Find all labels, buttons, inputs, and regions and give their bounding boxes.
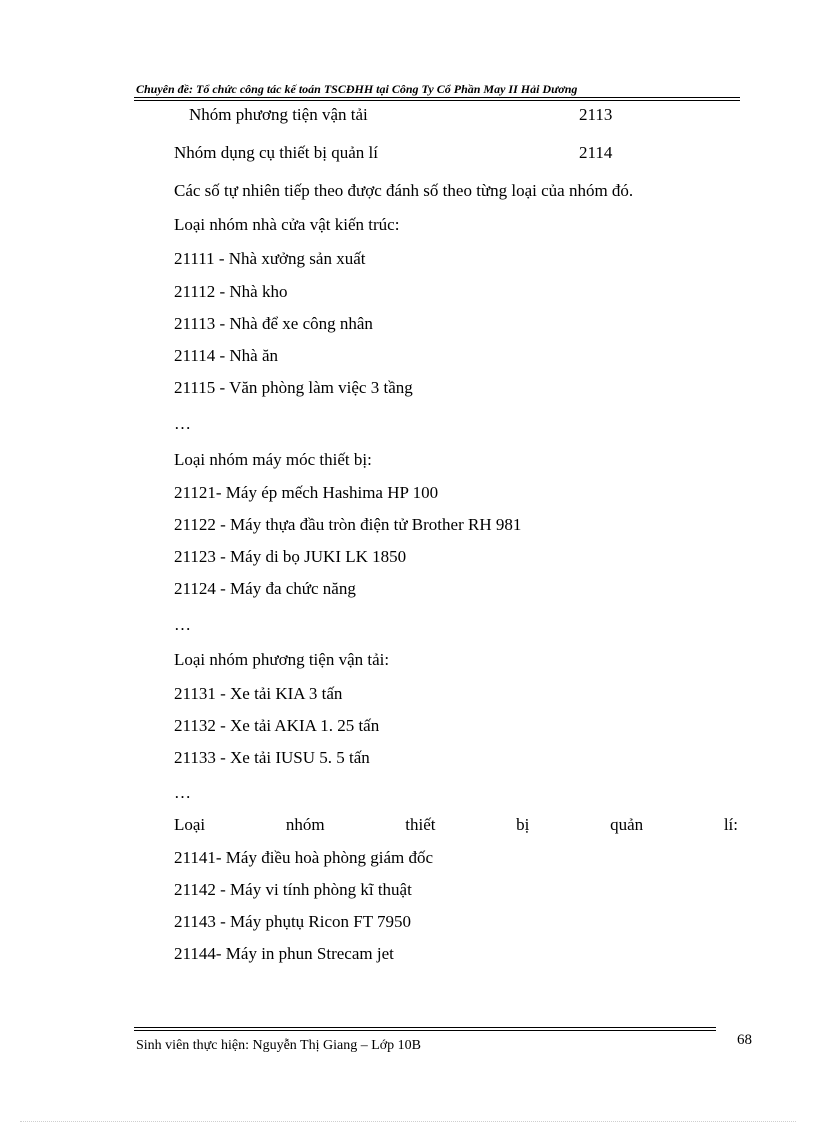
group-title-word: nhóm (285, 815, 325, 834)
group-title: Loại nhóm máy móc thiết bị: (174, 450, 372, 469)
group-title: Loại nhóm nhà cửa vật kiến trúc: (174, 215, 400, 234)
group-title-word: thiết (405, 815, 436, 834)
list-item: 21132 - Xe tải AKIA 1. 25 tấn (174, 716, 380, 735)
group-title: Loại nhóm phương tiện vận tải: (174, 650, 390, 669)
category-label: Nhóm phương tiện vận tải (189, 105, 368, 124)
group-title-word: lí: (723, 815, 738, 834)
page-edge-divider (20, 1121, 796, 1122)
header-rule-top (134, 97, 740, 98)
footer-author: Sinh viên thực hiện: Nguyễn Thị Giang – Lớp 10B (136, 1038, 421, 1053)
group-title-word: quản (610, 815, 644, 834)
group-title-word: Loại (174, 815, 206, 834)
list-item: 21111 - Nhà xưởng sản xuất (174, 249, 366, 268)
category-code: 2113 (579, 105, 613, 124)
list-item: 21131 - Xe tải KIA 3 tấn (174, 684, 343, 703)
footer-rule-bottom (134, 1030, 716, 1031)
intro-paragraph: Các số tự nhiên tiếp theo được đánh số theo từng loại của nhóm đó. (174, 181, 634, 200)
list-item: 21133 - Xe tải IUSU 5. 5 tấn (174, 748, 370, 767)
list-item: 21123 - Máy di bọ JUKI LK 1850 (174, 547, 407, 566)
category-code: 2114 (579, 143, 613, 162)
header-rule-bottom (134, 100, 740, 101)
category-label: Nhóm dụng cụ thiết bị quản lí (174, 143, 378, 162)
list-item: 21124 - Máy đa chức năng (174, 579, 356, 598)
list-item: 21122 - Máy thựa đầu tròn điện tử Brother RH 981 (174, 515, 522, 534)
page-number: 68 (737, 1032, 752, 1048)
header-title: Chuyên đề: Tổ chức công tác kế toán TSCĐHH tại Công Ty Cổ Phần May II Hải Dương (136, 82, 578, 96)
list-item: 21144- Máy in phun Strecam jet (174, 944, 394, 963)
footer-rule-top (134, 1027, 716, 1028)
list-item: 21114 - Nhà ăn (174, 346, 279, 365)
list-item: 21113 - Nhà để xe công nhân (174, 314, 373, 333)
list-item: 21142 - Máy vi tính phòng kĩ thuật (174, 880, 412, 899)
list-item: 21121- Máy ép mếch Hashima HP 100 (174, 483, 439, 502)
ellipsis: … (174, 783, 191, 802)
group-title-word: bị (516, 815, 530, 834)
ellipsis: … (174, 414, 191, 433)
list-item: 21115 - Văn phòng làm việc 3 tầng (174, 378, 413, 397)
ellipsis: … (174, 615, 191, 634)
list-item: 21112 - Nhà kho (174, 282, 288, 301)
group-title (174, 815, 738, 835)
list-item: 21141- Máy điều hoà phòng giám đốc (174, 848, 434, 867)
list-item: 21143 - Máy phụtụ Ricon FT 7950 (174, 912, 412, 931)
